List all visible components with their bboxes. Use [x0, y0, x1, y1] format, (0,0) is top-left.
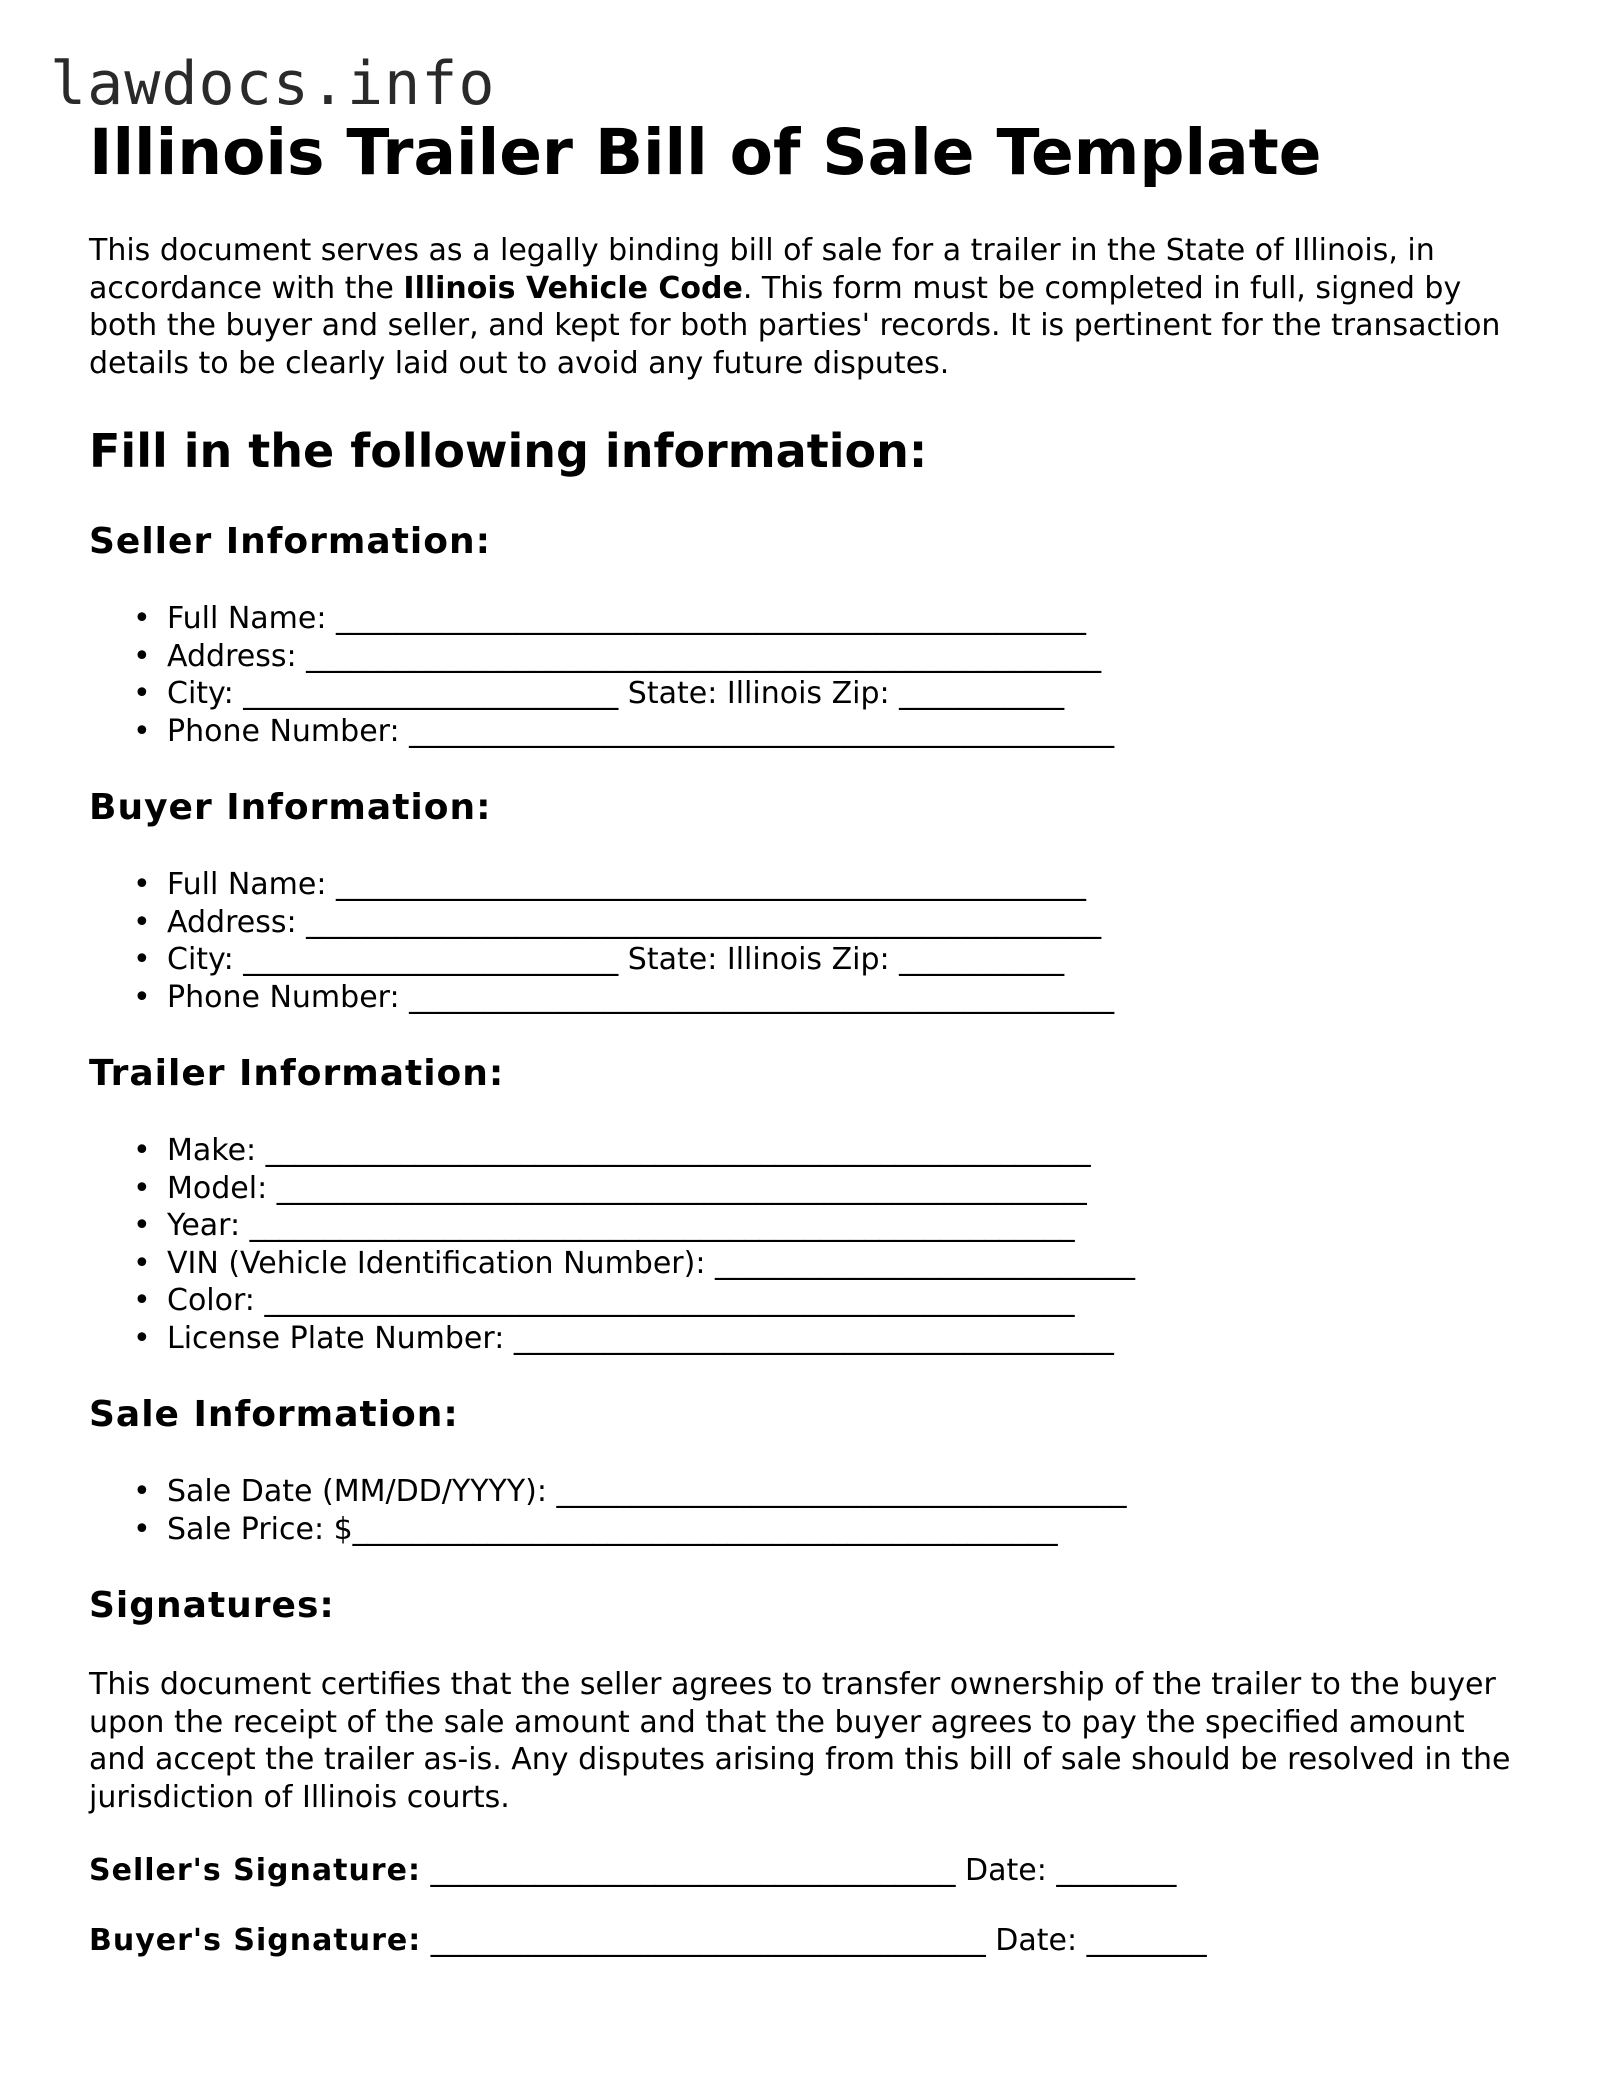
bullet: • — [133, 1474, 151, 1509]
trailer-license-plate-field[interactable]: License Plate Number: ________________________________________ — [167, 1320, 1114, 1356]
trailer-license-plate — [89, 1320, 1529, 1358]
trailer-vin-field[interactable]: VIN (Vehicle Identification Number): ____________________________ — [167, 1245, 1135, 1281]
trailer-list — [89, 1132, 1529, 1357]
buyer-phone-field[interactable]: Phone Number: _______________________________________________ — [167, 979, 1115, 1015]
intro-paragraph — [89, 232, 1529, 382]
seller-city-state-zip — [89, 675, 1529, 713]
trailer-vin — [89, 1245, 1529, 1283]
bullet: • — [133, 1245, 151, 1281]
bullet: • — [133, 676, 151, 711]
seller-signature-label: Seller's Signature: — [89, 1853, 421, 1888]
sale-date — [89, 1473, 1529, 1511]
trailer-color-field[interactable]: Color: ______________________________________________________ — [167, 1283, 1075, 1318]
trailer-make-field[interactable]: Make: _______________________________________________________ — [167, 1133, 1091, 1168]
buyer-list — [89, 866, 1529, 1016]
bullet: • — [133, 1170, 151, 1206]
trailer-year — [89, 1207, 1529, 1245]
trailer-heading: Trailer Information: — [89, 1053, 505, 1094]
bullet: • — [133, 942, 151, 977]
signatures-heading: Signatures: — [89, 1585, 335, 1626]
intro-bold-code: Illinois Vehicle Code — [403, 270, 743, 306]
buyer-address-field[interactable]: Address: _____________________________________________________ — [167, 904, 1102, 940]
buyer-full-name-field[interactable]: Full Name: __________________________________________________ — [167, 867, 1086, 902]
bullet: • — [133, 979, 151, 1015]
watermark: lawdocs.info — [50, 49, 496, 119]
trailer-color — [89, 1282, 1529, 1320]
seller-heading: Seller Information: — [89, 521, 492, 562]
bullet: • — [133, 1283, 151, 1318]
bullet: • — [133, 904, 151, 940]
sale-price-field[interactable]: Sale Price: $_______________________________________________ — [167, 1511, 1058, 1547]
sale-heading: Sale Information: — [89, 1394, 459, 1435]
buyer-signature-line — [89, 1922, 1529, 1960]
buyer-signature-label: Buyer's Signature: — [89, 1922, 422, 1958]
signatures-paragraph: This document certifies that the seller agrees to transfer ownership of the trailer to the buyer upon the receipt of the sale amount and that the buyer agrees to pay the specified amount and accept the trailer as-is. Any disputes arising from this bill of sale should be resolved in the jurisdiction of Illinois courts. — [89, 1667, 1511, 1815]
sale-list — [89, 1473, 1529, 1548]
seller-signature-line — [89, 1852, 1529, 1890]
bullet: • — [133, 1511, 151, 1547]
trailer-model-field[interactable]: Model: ______________________________________________________ — [167, 1170, 1087, 1206]
bullet: • — [133, 713, 151, 749]
seller-phone — [89, 713, 1529, 751]
seller-list — [89, 600, 1529, 750]
buyer-full-name — [89, 866, 1529, 904]
buyer-signature-field[interactable]: _____________________________________ Date: ________ — [421, 1922, 1207, 1958]
buyer-city-state-zip — [89, 941, 1529, 979]
seller-full-name-field[interactable]: Full Name: __________________________________________________ — [167, 601, 1086, 636]
bullet: • — [133, 1208, 151, 1243]
seller-full-name — [89, 600, 1529, 638]
seller-city-state-zip-field[interactable]: City: _________________________ State: Illinois Zip: ___________ — [167, 676, 1065, 711]
sale-price — [89, 1511, 1529, 1549]
buyer-city-state-zip-field[interactable]: City: _________________________ State: Illinois Zip: ___________ — [167, 942, 1065, 977]
bullet: • — [133, 638, 151, 674]
bullet: • — [133, 867, 151, 902]
bullet: • — [133, 1320, 151, 1356]
intro-text-start: This document serves as a legally binding bill of sale for a trailer in the State of Illinois, in accordance with the — [89, 233, 1435, 306]
intro-text-end: . This form must be completed in full, signed by both the buyer and seller, and kept for both parties' records. It is pertinent for the transaction details to be clearly laid out to avoid any future disputes. — [89, 270, 1501, 381]
buyer-address — [89, 904, 1529, 942]
seller-phone-field[interactable]: Phone Number: _______________________________________________ — [167, 713, 1115, 749]
seller-address-field[interactable]: Address: _____________________________________________________ — [167, 638, 1102, 674]
document-content — [89, 112, 1529, 1959]
trailer-year-field[interactable]: Year: _______________________________________________________ — [167, 1208, 1075, 1243]
page-title: Illinois Trailer Bill of Sale Template — [89, 116, 1322, 189]
bullet: • — [133, 601, 151, 636]
trailer-model — [89, 1170, 1529, 1208]
sale-date-field[interactable]: Sale Date (MM/DD/YYYY): ______________________________________ — [167, 1474, 1127, 1509]
seller-address — [89, 638, 1529, 676]
buyer-heading: Buyer Information: — [89, 787, 492, 828]
bullet: • — [133, 1133, 151, 1168]
seller-signature-field[interactable]: ___________________________________ Date: ________ — [420, 1853, 1177, 1888]
trailer-make — [89, 1132, 1529, 1170]
fill-heading: Fill in the following information: — [89, 424, 928, 478]
buyer-phone — [89, 979, 1529, 1017]
